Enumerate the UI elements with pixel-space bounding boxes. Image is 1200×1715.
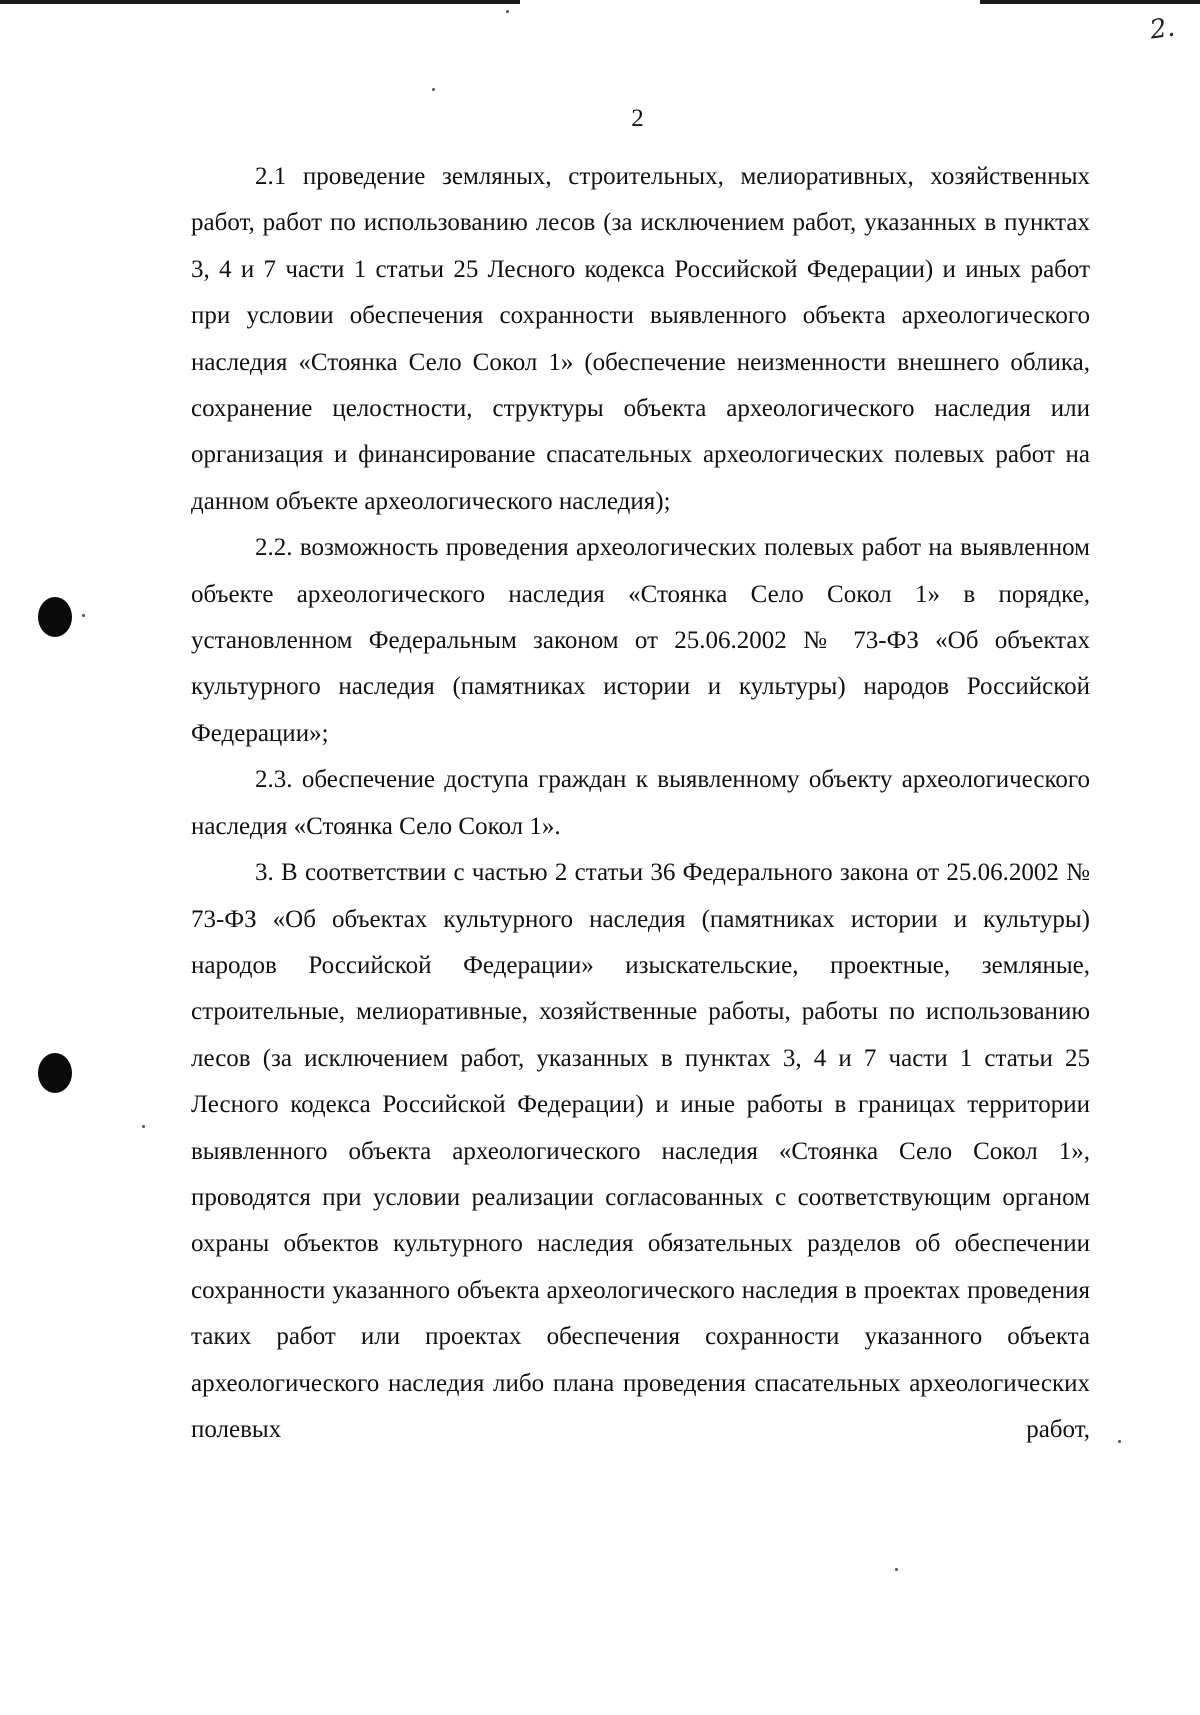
scan-speck	[895, 1568, 898, 1571]
document-body	[191, 154, 1090, 1453]
punch-hole-icon	[38, 1053, 72, 1093]
scan-speck	[506, 10, 509, 13]
handwritten-sheet-number: 2.	[1148, 12, 1177, 46]
scan-speck	[432, 88, 435, 91]
paragraph-3: 3. В соответствии с частью 2 статьи 36 Федерального закона от 25.06.2002 № 73-ФЗ «Об объектах культурного наследия (памятниках истории и культуры) народов Российской Федерации» изыскательские, проектные, земляные, строительные, мелиоративные, хозяйственные работы, работы по использованию лесов (за исключением работ, указанных в пунктах 3, 4 и 7 части 1 статьи 25 Лесного кодекса Российской Федерации) и иные работы в границах территории выявленного объекта археологического наследия «Стоянка Село Сокол 1», проводятся при условии реализации согласованных с соответствующим органом охраны объектов культурного наследия обязательных разделов об обеспечении сохранности указанного объекта археологического наследия в проектах проведения таких работ или проектах обеспечения сохранности указанного объекта археологического наследия либо плана проведения спасательных археологических полевых работ,	[191, 859, 1090, 1443]
punch-hole-icon	[38, 597, 72, 637]
scan-speck	[1118, 1440, 1121, 1443]
scan-speck	[82, 614, 85, 617]
paragraph-2-2: 2.2. возможность проведения археологических полевых работ на выявленном объекте археологического наследия «Стоянка Село Сокол 1» в порядке, установленном Федеральным законом от 25.06.2002 № 73-ФЗ «Об объектах культурного наследия (памятниках истории и культуры) народов Российской Федерации»;	[191, 534, 1090, 747]
paragraph-2-3: 2.3. обеспечение доступа граждан к выявленному объекту археологического наследия «Стоянка Село Сокол 1».	[191, 766, 1090, 840]
scan-top-edge	[0, 0, 1200, 4]
paragraph-2-1: 2.1 проведение земляных, строительных, мелиоративных, хозяйственных работ, работ по использованию лесов (за исключением работ, указанных в пунктах 3, 4 и 7 части 1 статьи 25 Лесного кодекса Российской Федерации) и иных работ при условии обеспечения сохранности выявленного объекта археологического наследия «Стоянка Село Сокол 1» (обеспечение неизменности внешнего облика, сохранение целостности, структуры объекта археологического наследия или организация и финансирование спасательных археологических полевых работ на данном объекте археологического наследия);	[191, 163, 1090, 515]
scan-speck	[142, 1125, 145, 1128]
page-number: 2	[631, 105, 644, 132]
